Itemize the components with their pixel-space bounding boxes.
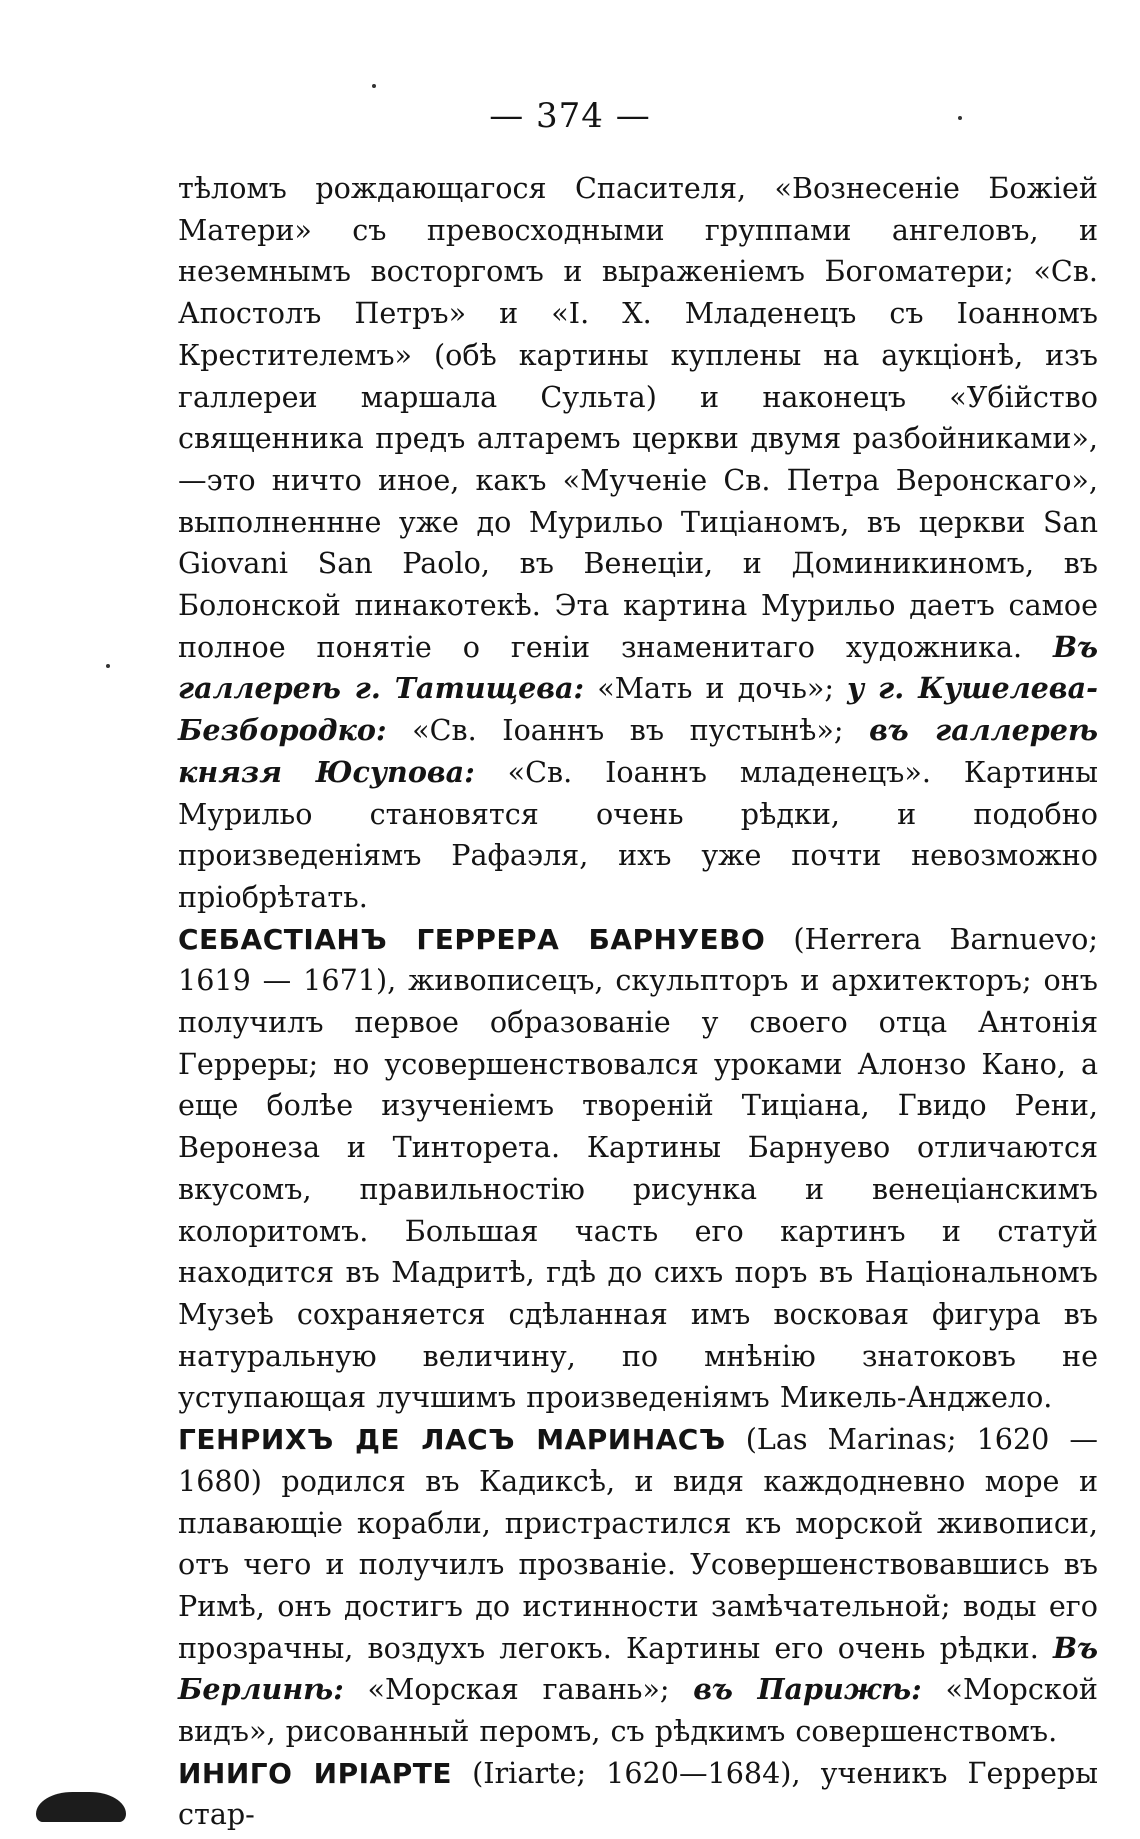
italic-location: въ галлереѣ князя Юсупова: <box>178 713 1098 789</box>
paragraph-text: «Морской видъ», рисованный перомъ, съ рѣдкимъ совершенствомъ. <box>178 1672 1098 1749</box>
scan-speck <box>372 84 376 88</box>
paragraph-marinas <box>178 1419 1098 1753</box>
paragraph-text: (Herrera Barnuevo; 1619 — 1671), живописецъ, скульпторъ и архитекторъ; онъ получилъ первое образованіе у своего отца Антонія Герреры; но усовершенствовался уроками Алонзо Кано, а еще болѣе изученіемъ твореній Тиціана, Гвидо Рени, Веронеза и Тинторета. Картины Барнуево отличаются вкусомъ, правильностію рисунка и венеціанскимъ колоритомъ. Большая часть его картинъ и статуй находится въ Мадритѣ, гдѣ до сихъ поръ въ Національномъ Музеѣ сохраняется сдѣланная имъ восковая фигура въ натуральную величину, по мнѣнію знатоковъ не уступающая лучшимъ произведеніямъ Микель-Анджело. <box>178 921 1098 1415</box>
artist-heading: ИНИГО ИРІАРТЕ <box>178 1756 452 1790</box>
paragraph-text: (Iriarte; 1620—1684), ученикъ Герреры стар- <box>178 1755 1098 1832</box>
paragraph-text: тѣломъ рождающагося Спасителя, «Вознесеніе Божіей Матери» съ превосходными группами ангеловъ, и неземнымъ восторгомъ и выраженіемъ Богоматери; «Св. Апостолъ Петръ» и «І. Х. Младенецъ съ Іоанномъ Крестителемъ» (обѣ картины куплены на аукціонѣ, изъ галлереи маршала Сульта) и наконецъ «Убійство священника предъ алтаремъ церкви двумя разбойниками»,—это ничто иное, какъ «Мученіе Св. Петра Веронскаго», выполненнне уже до Мурильо Тиціаномъ, въ церкви San Giovani San Paolo, въ Венеціи, и Доминикиномъ, въ Болонской пинакотекѣ. Эта картина Мурильо даетъ самое полное понятіе о геніи знаменитаго художника. <box>178 171 1098 664</box>
page-number: — 374 — <box>489 96 651 136</box>
paragraph-text: «Св. Іоаннъ младенецъ». Картины Мурильо становятся очень рѣдки, и подобно произведеніямъ Рафаэля, ихъ уже почти невозможно пріобрѣтать. <box>178 754 1099 914</box>
italic-location: въ Парижѣ: <box>693 1672 922 1707</box>
paragraph-iriarte <box>178 1753 1098 1836</box>
paragraph-text: «Св. Іоаннъ въ пустынѣ»; <box>386 713 870 748</box>
italic-location: у г. Кушелева-Безбородко: <box>178 671 1098 748</box>
italic-location: Въ Берлинѣ: <box>178 1630 1098 1707</box>
page-body <box>178 168 1098 1836</box>
paragraph-text: «Морская гавань»; <box>343 1672 694 1707</box>
italic-location: Въ галлереѣ г. Татищева: <box>178 629 1098 706</box>
scan-smudge <box>36 1792 126 1822</box>
artist-heading: СЕБАСТІАНЪ ГЕРРЕРА БАРНУЕВО <box>178 922 766 956</box>
scan-speck <box>106 664 110 668</box>
artist-heading: ГЕНРИХЪ ДЕ ЛАСЪ МАРИНАСЪ <box>178 1423 726 1457</box>
paragraph-text: (Las Marinas; 1620 — 1680) родился въ Кадиксѣ, и видя каждодневно море и плавающіе корабли, пристрастился къ морской живописи, отъ чего и получилъ прозваніе. Усовершенствовавшись въ Римѣ, онъ достигъ до истинности замѣчательной; воды его прозрачны, воздухъ легокъ. Картины его очень рѣдки. <box>178 1422 1098 1665</box>
scan-speck <box>958 116 962 120</box>
paragraph-murillo <box>178 168 1098 919</box>
paragraph-barnuevo <box>178 919 1098 1419</box>
paragraph-text: «Мать и дочь»; <box>584 671 848 706</box>
